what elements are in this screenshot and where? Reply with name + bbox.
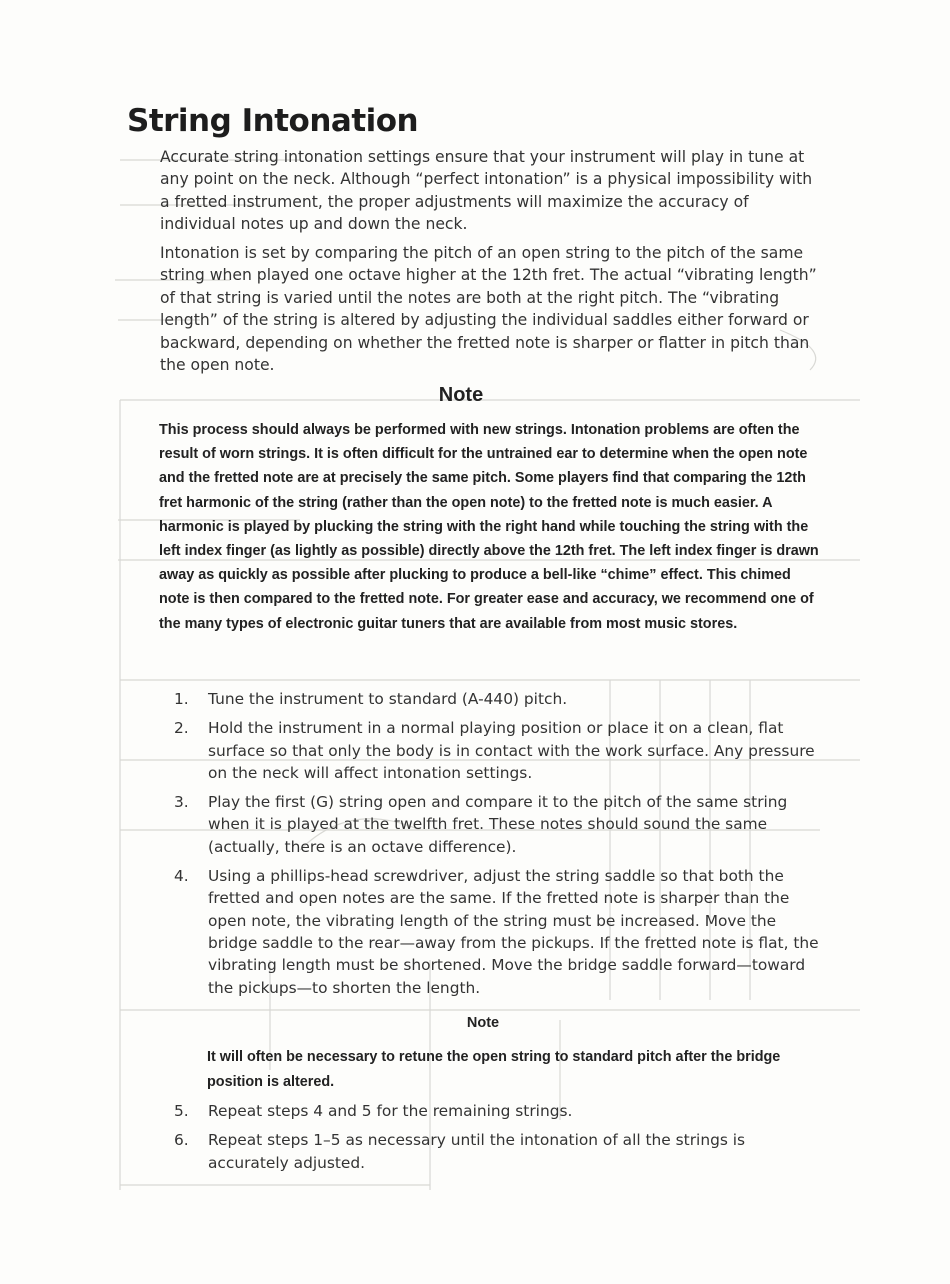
procedure-steps-continued: [160, 1100, 820, 1181]
step-text: Play the first (G) string open and compare it to the pitch of the same string when it is played at the twelfth fret. These notes should sound the same (actually, there is an octave difference).: [208, 793, 788, 856]
list-item: [160, 865, 820, 999]
step-text: Using a phillips-head screwdriver, adjust the string saddle so that both the fretted and open notes are the same. If the fretted note is sharper than the open note, the vibrating length of the string must be increased. Move the bridge saddle to the rear—away from the pickups. If the fretted note is flat, the vibrating length must be shortened. Move the bridge saddle forward—toward the pickups—to shorten the length.: [208, 867, 819, 997]
page-title: String Intonation: [127, 103, 419, 139]
step-text: Repeat steps 4 and 5 for the remaining strings.: [208, 1102, 573, 1120]
intro-paragraph: Accurate string intonation settings ensure that your instrument will play in tune at any point on the neck. Although “perfect intonation” is a physical impossibility with a fretted instrument, the proper adjustments will maximize the accuracy of individual notes up and down the neck.: [160, 148, 813, 234]
step-text: Tune the instrument to standard (A-440) pitch.: [208, 690, 568, 708]
step-text: Hold the instrument in a normal playing position or place it on a clean, flat surface so that only the body is in contact with the work surface. Any pressure on the neck will affect intonation settings.: [208, 719, 815, 782]
step-number: 6.: [174, 1131, 189, 1150]
procedure-steps: [160, 688, 820, 1006]
note-body: This process should always be performed with new strings. Intonation problems are often the result of worn strings. It is often difficult for the untrained ear to determine when the open note and the fretted note are at precisely the same pitch. Some players find that comparing the 12th fret harmonic of the string (rather than the open note) to the fretted note is much easier. A harmonic is played by plucking the string with the right hand while touching the string with the left index finger (as lightly as possible) directly above the 12th fret. The left index finger is drawn away as quickly as possible after plucking to produce a bell-like “chime” effect. This chimed note is then compared to the fretted note. For greater ease and accuracy, we recommend one of the many types of electronic guitar tuners that are available from most music stores.: [159, 422, 819, 632]
step-number: 5.: [174, 1102, 189, 1120]
note-heading-secondary: Note: [466, 1015, 500, 1031]
note-heading: Note: [438, 384, 484, 406]
method-paragraph: Intonation is set by comparing the pitch of an open string to the pitch of the same string when played one octave higher at the 12th fret. The actual “vibrating length” of that string is varied until the notes are both at the right pitch. The “vibrating length” of the string is altered by adjusting the individual saddles either forward or backward, depending on whether the fretted note is sharper or flatter in pitch than the open note.: [160, 244, 817, 375]
list-item: [160, 1100, 820, 1122]
step-text: Repeat steps 1–5 as necessary until the intonation of all the strings is accurately adjusted.: [208, 1131, 746, 1172]
step-number: 4.: [174, 867, 189, 886]
note-body-secondary: It will often be necessary to retune the open string to standard pitch after the bridge position is altered.: [207, 1049, 781, 1090]
step-number: 3.: [174, 793, 189, 812]
list-item: [160, 791, 820, 858]
step-number: 2.: [174, 719, 189, 738]
list-item: [160, 1129, 820, 1174]
list-item: [160, 717, 820, 784]
list-item: [160, 688, 820, 710]
step-number: 1.: [174, 690, 189, 708]
